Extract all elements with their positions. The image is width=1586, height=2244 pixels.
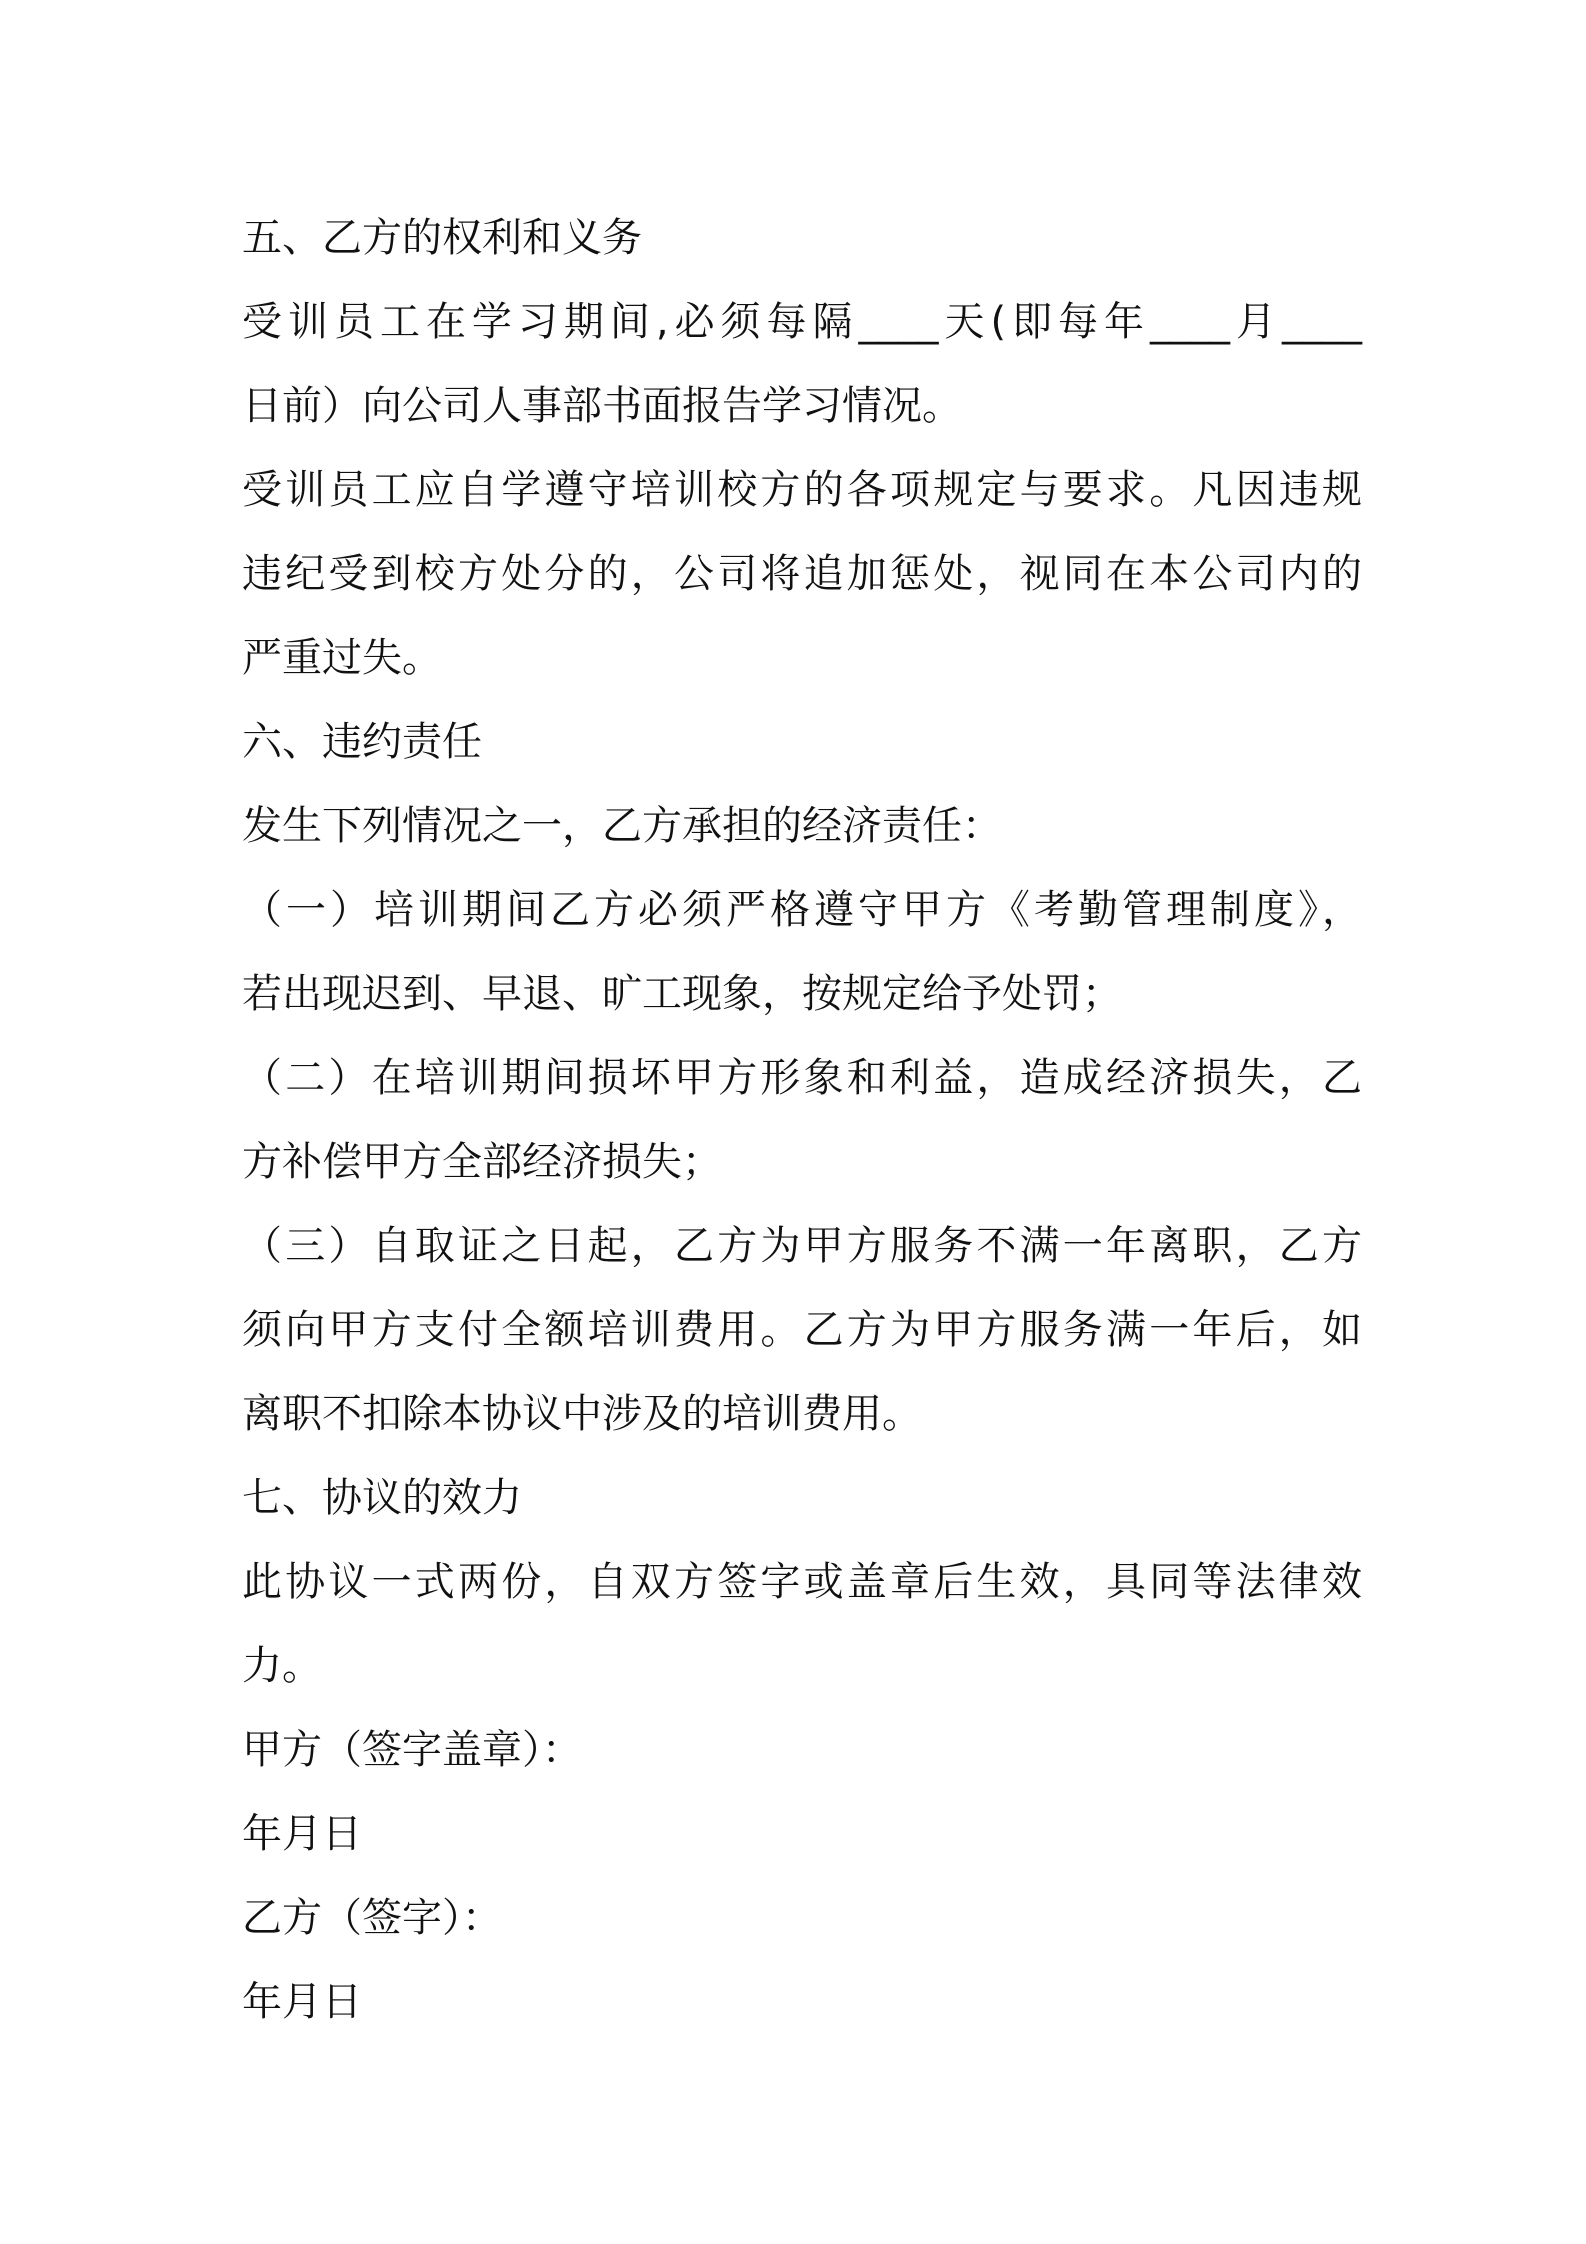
section-5-paragraph-1-line-2: 日前）向公司人事部书面报告学习情况。 xyxy=(242,383,962,429)
section-6-item-3-line-3: 离职不扣除本协议中涉及的培训费用。 xyxy=(242,1391,922,1437)
document-body xyxy=(242,196,1362,2044)
section-6-item-2-line-2: 方补偿甲方全部经济损失； xyxy=(242,1139,722,1185)
party-b-date-label: 年月日 xyxy=(242,1979,362,2025)
section-5-paragraph-1-line-1: 受训员工在学习期间,必须每隔____天(即每年____月____ xyxy=(242,299,1362,345)
section-7-paragraph-line-1: 此协议一式两份，自双方签字或盖章后生效，具同等法律效 xyxy=(242,1559,1362,1605)
section-6-item-3-line-2: 须向甲方支付全额培训费用。乙方为甲方服务满一年后，如 xyxy=(242,1307,1362,1353)
section-5-paragraph-2-line-3: 严重过失。 xyxy=(242,635,442,681)
section-6-intro: 发生下列情况之一，乙方承担的经济责任： xyxy=(242,803,1002,849)
section-6-item-1-line-2: 若出现迟到、早退、旷工现象，按规定给予处罚； xyxy=(242,971,1122,1017)
section-5-paragraph-2-line-2: 违纪受到校方处分的，公司将追加惩处，视同在本公司内的 xyxy=(242,551,1362,597)
section-7-paragraph-line-2: 力。 xyxy=(242,1643,322,1689)
section-6-item-3-line-1: （三）自取证之日起，乙方为甲方服务不满一年离职，乙方 xyxy=(242,1223,1362,1269)
section-5-heading: 五、乙方的权利和义务 xyxy=(242,215,642,261)
party-a-signature-label: 甲方（签字盖章）： xyxy=(242,1727,582,1773)
party-a-date-label: 年月日 xyxy=(242,1811,362,1857)
section-6-item-1-line-1: （一）培训期间乙方必须严格遵守甲方《考勤管理制度》， xyxy=(242,887,1362,933)
section-5-paragraph-2-line-1: 受训员工应自学遵守培训校方的各项规定与要求。凡因违规 xyxy=(242,467,1362,513)
party-b-signature-label: 乙方（签字）： xyxy=(242,1895,502,1941)
section-6-heading: 六、违约责任 xyxy=(242,719,482,765)
section-6-item-2-line-1: （二）在培训期间损坏甲方形象和利益，造成经济损失，乙 xyxy=(242,1055,1362,1101)
section-7-heading: 七、协议的效力 xyxy=(242,1475,522,1521)
